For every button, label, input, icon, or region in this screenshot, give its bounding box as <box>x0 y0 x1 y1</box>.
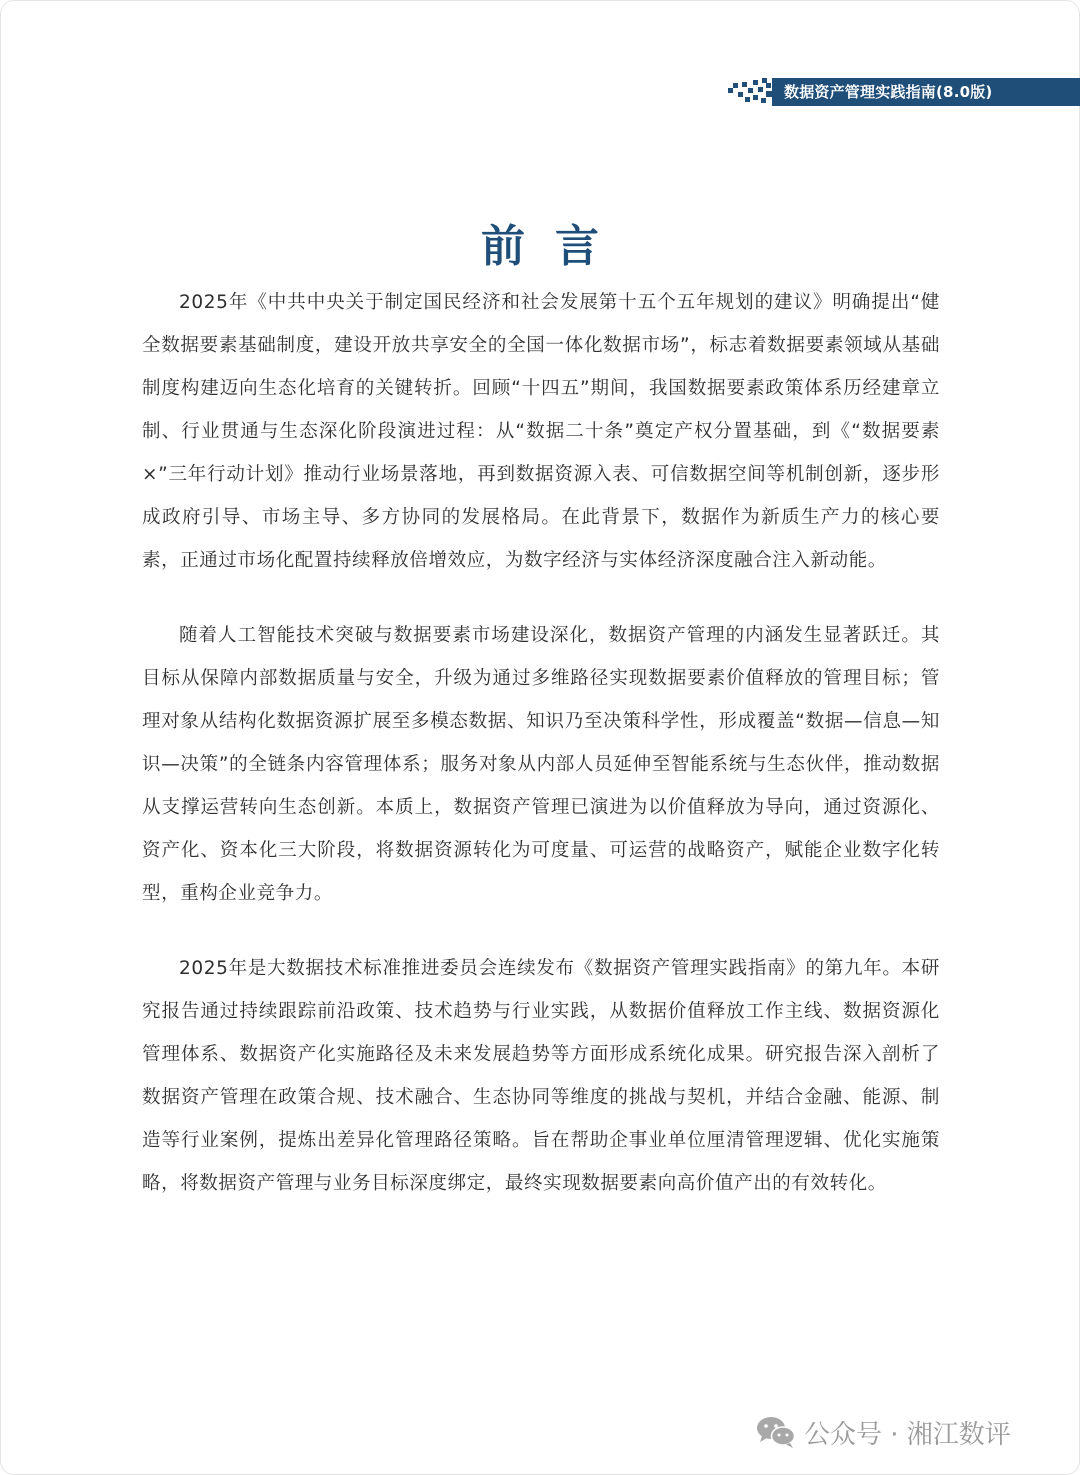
paragraph: 2025年是大数据技术标准推进委员会连续发布《数据资产管理实践指南》的第九年。本研究报告通过持续跟踪前沿政策、技术趋势与行业实践，从数据价值释放工作主线、数据资源化管理体系、数据资产化实施路径及未来发展趋势等方面形成系统化成果。研究报告深入剖析了数据资产管理在政策合规、技术融合、生态协同等维度的挑战与契机，并结合金融、能源、制造等行业案例，提炼出差异化管理路径策略。旨在帮助企事业单位厘清管理逻辑、优化实施策略，将数据资产管理与业务目标深度绑定，最终实现数据要素向高价值产出的有效转化。 <box>142 958 940 1194</box>
wechat-icon <box>756 1415 796 1449</box>
body-text <box>142 281 940 1237</box>
header-band <box>728 78 1080 106</box>
paragraph: 随着人工智能技术突破与数据要素市场建设深化，数据资产管理的内涵发生显著跃迁。其目标从保障内部数据质量与安全，升级为通过多维路径实现数据要素价值释放的管理目标；管理对象从结构化数据资源扩展至多模态数据、知识乃至决策科学性，形成覆盖“数据—信息—知识—决策”的全链条内容管理体系；服务对象从内部人员延伸至智能系统与生态伙伴，推动数据从支撑运营转向生态创新。本质上，数据资产管理已演进为以价值释放为导向，通过资源化、资产化、资本化三大阶段，将数据资源转化为可度量、可运营的战略资产，赋能企业数字化转型，重构企业竞争力。 <box>142 625 940 904</box>
header-title: 数据资产管理实践指南(8.0版) <box>784 83 993 101</box>
pixel-pattern-icon <box>728 78 774 106</box>
watermark-text: 公众号 · 湘江数评 <box>804 1419 1011 1450</box>
watermark <box>756 1410 1011 1454</box>
page-title: 前言 <box>481 221 629 273</box>
paragraph: 2025年《中共中央关于制定国民经济和社会发展第十五个五年规划的建议》明确提出“健全数据要素基础制度，建设开放共享安全的全国一体化数据市场”，标志着数据要素领域从基础制度构建迈向生态化培育的关键转折。回顾“十四五”期间，我国数据要素政策体系历经建章立制、行业贯通与生态深化阶段演进过程：从“数据二十条”奠定产权分置基础，到《“数据要素×”三年行动计划》推动行业场景落地，再到数据资源入表、可信数据空间等机制创新，逐步形成政府引导、市场主导、多方协同的发展格局。在此背景下，数据作为新质生产力的核心要素，正通过市场化配置持续释放倍增效应，为数字经济与实体经济深度融合注入新动能。 <box>142 292 940 571</box>
